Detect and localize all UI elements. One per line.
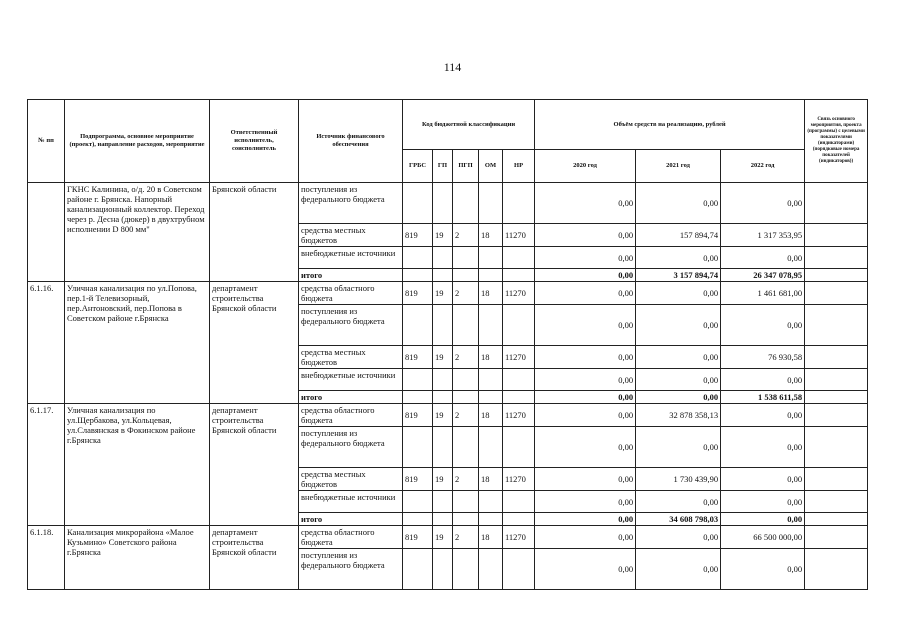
value-2022-cell: 1 461 681,00	[721, 282, 805, 305]
om-cell: 18	[479, 526, 503, 549]
value-2021-cell: 0,00	[636, 183, 721, 224]
om-cell: 18	[479, 346, 503, 369]
om-cell	[479, 427, 503, 468]
value-2022-cell: 0,00	[721, 427, 805, 468]
header-grbs: ГРБС	[403, 150, 433, 183]
source-cell: внебюджетные источники	[299, 491, 403, 513]
header-gp: ГП	[433, 150, 453, 183]
source-cell: внебюджетные источники	[299, 247, 403, 269]
grbs-cell	[403, 491, 433, 513]
source-cell: поступления из федерального бюджета	[299, 427, 403, 468]
np-cell	[503, 513, 535, 526]
value-2022-cell: 26 347 078,95	[721, 269, 805, 282]
gp-cell	[433, 269, 453, 282]
link-cell	[805, 391, 868, 404]
source-cell: поступления из федерального бюджета	[299, 305, 403, 346]
grbs-cell: 819	[403, 224, 433, 247]
header-executor: Ответственный исполнитель, соисполнитель	[210, 100, 299, 183]
header-np: НР	[503, 150, 535, 183]
np-cell	[503, 391, 535, 404]
pgp-cell	[453, 391, 479, 404]
value-2022-cell: 66 500 000,00	[721, 526, 805, 549]
grbs-cell: 819	[403, 526, 433, 549]
gp-cell: 19	[433, 346, 453, 369]
gp-cell	[433, 391, 453, 404]
row-number: 6.1.18.	[28, 526, 65, 590]
measure-name: Уличная канализация по ул.Попова, пер.1-й Телевизорный, пер.Антоновский, пер.Попова в Советском районе г.Брянска	[65, 282, 210, 404]
gp-cell: 19	[433, 468, 453, 491]
pgp-cell	[453, 305, 479, 346]
gp-cell	[433, 247, 453, 269]
om-cell	[479, 247, 503, 269]
np-cell	[503, 491, 535, 513]
value-2020-cell: 0,00	[535, 183, 636, 224]
source-cell: итого	[299, 513, 403, 526]
source-cell: средства местных бюджетов	[299, 346, 403, 369]
value-2021-cell: 0,00	[636, 369, 721, 391]
np-cell: 11270	[503, 224, 535, 247]
table-header	[28, 100, 868, 183]
value-2020-cell: 0,00	[535, 305, 636, 346]
value-2021-cell: 0,00	[636, 427, 721, 468]
value-2021-cell: 0,00	[636, 282, 721, 305]
row-number	[28, 183, 65, 282]
value-2020-cell: 0,00	[535, 427, 636, 468]
grbs-cell	[403, 427, 433, 468]
value-2020-cell: 0,00	[535, 346, 636, 369]
value-2021-cell: 0,00	[636, 549, 721, 590]
link-cell	[805, 369, 868, 391]
value-2020-cell: 0,00	[535, 526, 636, 549]
source-cell: средства областного бюджета	[299, 282, 403, 305]
executor-name: департамент строительства Брянской области	[210, 526, 299, 590]
budget-table	[27, 99, 868, 590]
value-2021-cell: 0,00	[636, 491, 721, 513]
value-2021-cell: 34 608 798,03	[636, 513, 721, 526]
value-2021-cell: 0,00	[636, 305, 721, 346]
source-cell: итого	[299, 391, 403, 404]
link-cell	[805, 282, 868, 305]
np-cell	[503, 269, 535, 282]
gp-cell	[433, 549, 453, 590]
om-cell	[479, 513, 503, 526]
link-cell	[805, 305, 868, 346]
value-2020-cell: 0,00	[535, 513, 636, 526]
value-2020-cell: 0,00	[535, 491, 636, 513]
value-2022-cell: 0,00	[721, 247, 805, 269]
np-cell: 11270	[503, 404, 535, 427]
table-row	[28, 526, 868, 549]
grbs-cell: 819	[403, 468, 433, 491]
gp-cell: 19	[433, 526, 453, 549]
value-2022-cell: 0,00	[721, 404, 805, 427]
header-subprogram: Подпрограмма, основное мероприятие (проект), направление расходов, мероприятие	[65, 100, 210, 183]
link-cell	[805, 513, 868, 526]
om-cell	[479, 183, 503, 224]
measure-name: Уличная канализация по ул.Щербакова, ул.Кольцевая, ул.Славянская в Фокинском районе г.Брянска	[65, 404, 210, 526]
value-2022-cell: 0,00	[721, 468, 805, 491]
pgp-cell	[453, 247, 479, 269]
gp-cell: 19	[433, 224, 453, 247]
header-om: ОМ	[479, 150, 503, 183]
pgp-cell: 2	[453, 282, 479, 305]
grbs-cell	[403, 247, 433, 269]
source-cell: итого	[299, 269, 403, 282]
np-cell	[503, 247, 535, 269]
gp-cell: 19	[433, 282, 453, 305]
om-cell: 18	[479, 282, 503, 305]
gp-cell	[433, 369, 453, 391]
pgp-cell: 2	[453, 468, 479, 491]
value-2021-cell: 32 878 358,13	[636, 404, 721, 427]
om-cell	[479, 391, 503, 404]
value-2022-cell: 0,00	[721, 549, 805, 590]
value-2022-cell: 0,00	[721, 305, 805, 346]
np-cell: 11270	[503, 346, 535, 369]
value-2020-cell: 0,00	[535, 247, 636, 269]
header-num: № пп	[28, 100, 65, 183]
value-2021-cell: 157 894,74	[636, 224, 721, 247]
pgp-cell	[453, 369, 479, 391]
om-cell: 18	[479, 404, 503, 427]
link-cell	[805, 404, 868, 427]
pgp-cell	[453, 491, 479, 513]
measure-name: ГКНС Калинина, о/д. 20 в Советском районе г. Брянска. Напорный канализационный коллектор. Переход через р. Десна (дюкер) в двухтрубном исполнении D 800 мм"	[65, 183, 210, 282]
source-cell: средства местных бюджетов	[299, 468, 403, 491]
pgp-cell: 2	[453, 404, 479, 427]
link-cell	[805, 468, 868, 491]
link-cell	[805, 549, 868, 590]
np-cell: 11270	[503, 282, 535, 305]
source-cell: поступления из федерального бюджета	[299, 183, 403, 224]
link-cell	[805, 224, 868, 247]
link-cell	[805, 526, 868, 549]
value-2020-cell: 0,00	[535, 468, 636, 491]
header-2020: 2020 год	[535, 150, 636, 183]
pgp-cell: 2	[453, 224, 479, 247]
source-cell: средства областного бюджета	[299, 526, 403, 549]
source-cell: средства областного бюджета	[299, 404, 403, 427]
table-row	[28, 282, 868, 305]
value-2022-cell: 0,00	[721, 491, 805, 513]
grbs-cell	[403, 391, 433, 404]
grbs-cell: 819	[403, 404, 433, 427]
grbs-cell	[403, 183, 433, 224]
gp-cell	[433, 491, 453, 513]
np-cell	[503, 183, 535, 224]
table-body	[28, 183, 868, 590]
header-source: Источник финансового обеспечения	[299, 100, 403, 183]
source-cell: средства местных бюджетов	[299, 224, 403, 247]
pgp-cell	[453, 183, 479, 224]
value-2022-cell: 76 930,58	[721, 346, 805, 369]
value-2021-cell: 1 730 439,90	[636, 468, 721, 491]
np-cell	[503, 427, 535, 468]
value-2020-cell: 0,00	[535, 404, 636, 427]
link-cell	[805, 269, 868, 282]
value-2022-cell: 1 538 611,58	[721, 391, 805, 404]
np-cell	[503, 305, 535, 346]
np-cell: 11270	[503, 526, 535, 549]
value-2022-cell: 0,00	[721, 369, 805, 391]
value-2020-cell: 0,00	[535, 391, 636, 404]
om-cell	[479, 549, 503, 590]
header-2021: 2021 год	[636, 150, 721, 183]
om-cell: 18	[479, 468, 503, 491]
gp-cell	[433, 183, 453, 224]
om-cell	[479, 491, 503, 513]
executor-name: департамент строительства Брянской области	[210, 404, 299, 526]
grbs-cell: 819	[403, 282, 433, 305]
value-2020-cell: 0,00	[535, 549, 636, 590]
pgp-cell	[453, 513, 479, 526]
value-2021-cell: 3 157 894,74	[636, 269, 721, 282]
grbs-cell	[403, 549, 433, 590]
executor-name: Брянской области	[210, 183, 299, 282]
row-number: 6.1.17.	[28, 404, 65, 526]
pgp-cell	[453, 549, 479, 590]
value-2021-cell: 0,00	[636, 526, 721, 549]
gp-cell	[433, 427, 453, 468]
om-cell: 18	[479, 224, 503, 247]
value-2022-cell: 0,00	[721, 183, 805, 224]
value-2021-cell: 0,00	[636, 247, 721, 269]
gp-cell: 19	[433, 404, 453, 427]
grbs-cell	[403, 369, 433, 391]
header-budget-code: Код бюджетной классификации	[403, 100, 535, 150]
link-cell	[805, 346, 868, 369]
header-2022: 2022 год	[721, 150, 805, 183]
grbs-cell	[403, 513, 433, 526]
table-row	[28, 404, 868, 427]
value-2022-cell: 1 317 353,95	[721, 224, 805, 247]
om-cell	[479, 305, 503, 346]
np-cell	[503, 369, 535, 391]
pgp-cell: 2	[453, 346, 479, 369]
page-number: 114	[443, 60, 462, 74]
om-cell	[479, 369, 503, 391]
np-cell	[503, 549, 535, 590]
pgp-cell: 2	[453, 526, 479, 549]
link-cell	[805, 427, 868, 468]
pgp-cell	[453, 269, 479, 282]
grbs-cell	[403, 305, 433, 346]
value-2021-cell: 0,00	[636, 346, 721, 369]
row-number: 6.1.16.	[28, 282, 65, 404]
om-cell	[479, 269, 503, 282]
value-2020-cell: 0,00	[535, 224, 636, 247]
pgp-cell	[453, 427, 479, 468]
header-pgp: ПГП	[453, 150, 479, 183]
link-cell	[805, 183, 868, 224]
measure-name: Канализация микрорайона «Малое Кузьмино» Советского района г.Брянска	[65, 526, 210, 590]
link-cell	[805, 491, 868, 513]
np-cell: 11270	[503, 468, 535, 491]
header-volume: Объём средств на реализацию, рублей	[535, 100, 805, 150]
gp-cell	[433, 513, 453, 526]
source-cell: поступления из федерального бюджета	[299, 549, 403, 590]
value-2021-cell: 0,00	[636, 391, 721, 404]
header-link: Связь основного мероприятия, проекта (программы) с целевыми показателями (индикаторами) (порядковые номера показателей (индикаторов))	[805, 100, 868, 183]
table-row	[28, 183, 868, 224]
executor-name: департамент строительства Брянской области	[210, 282, 299, 404]
grbs-cell: 819	[403, 346, 433, 369]
grbs-cell	[403, 269, 433, 282]
value-2020-cell: 0,00	[535, 269, 636, 282]
value-2020-cell: 0,00	[535, 369, 636, 391]
value-2020-cell: 0,00	[535, 282, 636, 305]
value-2022-cell: 0,00	[721, 513, 805, 526]
gp-cell	[433, 305, 453, 346]
source-cell: внебюджетные источники	[299, 369, 403, 391]
link-cell	[805, 247, 868, 269]
